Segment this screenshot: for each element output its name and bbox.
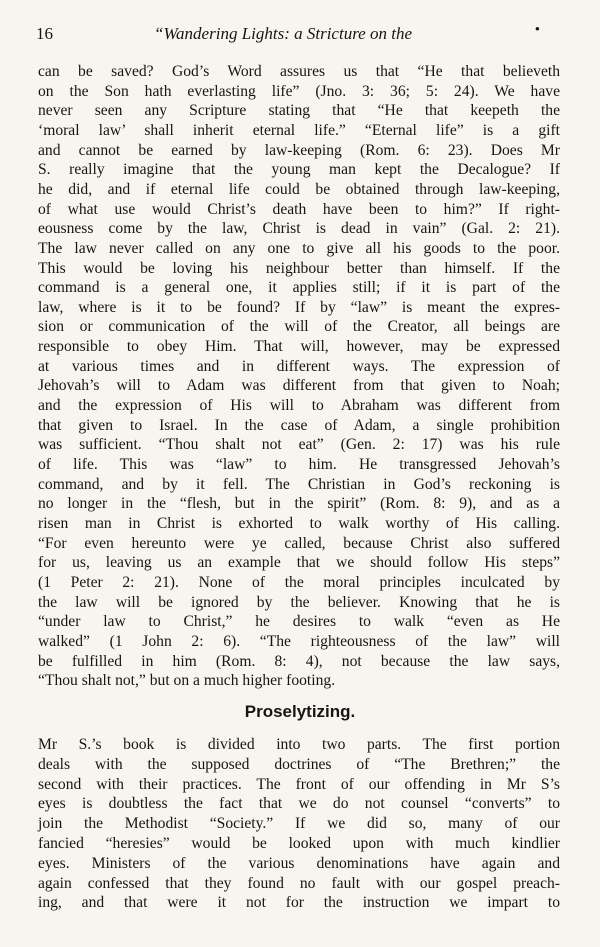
text-line: on the Son hath everlasting life” (Jno. 3: 36; 5: 24). We have bbox=[38, 82, 560, 100]
text-line: (1 Peter 2: 21). None of the moral principles inculcated by bbox=[38, 573, 560, 591]
text-line: of what use would Christ’s death have been to him?” If right- bbox=[38, 200, 560, 218]
text-line: and cannot be earned by law-keeping (Rom. 6: 23). Does Mr bbox=[38, 141, 560, 159]
page-header bbox=[36, 24, 566, 48]
text-line: risen man in Christ is exhorted to walk worthy of His calling. bbox=[38, 514, 560, 532]
text-line: This would be loving his neighbour better than himself. If the bbox=[38, 259, 560, 277]
text-line: can be saved? God’s Word assures us that “He that believeth bbox=[38, 63, 560, 80]
header-mark: • bbox=[534, 22, 540, 38]
text-line: eyes is doubtless the fact that we do not counsel “converts” to bbox=[38, 795, 560, 813]
text-line: ing, and that were it not for the instruction we impart to bbox=[38, 894, 560, 912]
text-line: be fulfilled in him (Rom. 8: 4), not because the law says, bbox=[38, 652, 560, 670]
text-line: fancied “heresies” would be looked upon with much kindlier bbox=[38, 835, 560, 852]
text-line: responsible to obey Him. That will, however, may be expressed bbox=[38, 338, 560, 356]
text-line: deals with the supposed doctrines of “The Brethren;” the bbox=[38, 755, 560, 773]
text-line: S. really imagine that the young man kept the Decalogue? If bbox=[38, 161, 560, 179]
text-line: “under law to Christ,” he desires to walk “even as He bbox=[38, 613, 560, 631]
section-heading: Proselytizing. bbox=[244, 702, 356, 721]
page-number: 16 bbox=[36, 24, 53, 43]
text-line: command is a general one, it applies still; if it is part of the bbox=[38, 279, 560, 297]
text-line: was sufficient. “Thou shalt not eat” (Gen. 2: 17) was his rule bbox=[38, 436, 560, 454]
running-title: “Wandering Lights: a Stricture on the bbox=[154, 24, 412, 43]
text-line: The law never called on any one to give all his goods to the poor. bbox=[38, 239, 560, 257]
text-line: law, where is it to be found? If by “law” is meant the expres- bbox=[38, 298, 560, 316]
text-line: Jehovah’s will to Adam was different from that given to Noah; bbox=[38, 377, 560, 395]
text-line: second with their practices. The front of our offending in Mr S’s bbox=[38, 775, 560, 793]
text-line: the law will be ignored by the believer. Knowing that he is bbox=[38, 593, 560, 611]
text-line: again confessed that they found no fault with our gospel preach- bbox=[38, 874, 560, 892]
text-line: ‘moral law’ shall inherit eternal life.” “Eternal life” is a gift bbox=[38, 121, 560, 139]
text-line: command, and by it fell. The Christian in God’s reckoning is bbox=[38, 475, 560, 493]
text-line: he did, and if eternal life could be obtained through law-keeping, bbox=[38, 180, 560, 198]
text-line: “For even hereunto were ye called, because Christ also suffered bbox=[38, 534, 560, 552]
text-line: sion or communication of the will of the Creator, all beings are bbox=[38, 318, 560, 336]
text-line: Mr S.’s book is divided into two parts. The first portion bbox=[38, 736, 560, 753]
text-line: eyes. Ministers of the various denominations have again and bbox=[38, 854, 560, 872]
text-line: no longer in the “flesh, but in the spirit” (Rom. 8: 9), and as a bbox=[38, 495, 560, 513]
text-line: walked” (1 John 2: 6). “The righteousness of the law” will bbox=[38, 632, 560, 650]
text-line: “Thou shalt not,” but on a much higher footing. bbox=[38, 672, 336, 690]
text-line: for us, leaving us an example that we should follow His steps” bbox=[38, 554, 560, 572]
text-line: that given to Israel. In the case of Adam, a single prohibition bbox=[38, 416, 560, 434]
text-line: at various times and in different ways. The expression of bbox=[38, 357, 560, 375]
text-line: and the expression of His will to Abraham was different from bbox=[38, 397, 560, 415]
text-line: join the Methodist “Society.” If we did so, many of our bbox=[38, 815, 560, 833]
text-line: of life. This was “law” to him. He transgressed Jehovah’s bbox=[38, 456, 560, 473]
text-line: never seen any Scripture stating that “He that keepeth the bbox=[38, 102, 560, 120]
text-line: eousness come by the law, Christ is dead in vain” (Gal. 2: 21). bbox=[38, 220, 560, 238]
